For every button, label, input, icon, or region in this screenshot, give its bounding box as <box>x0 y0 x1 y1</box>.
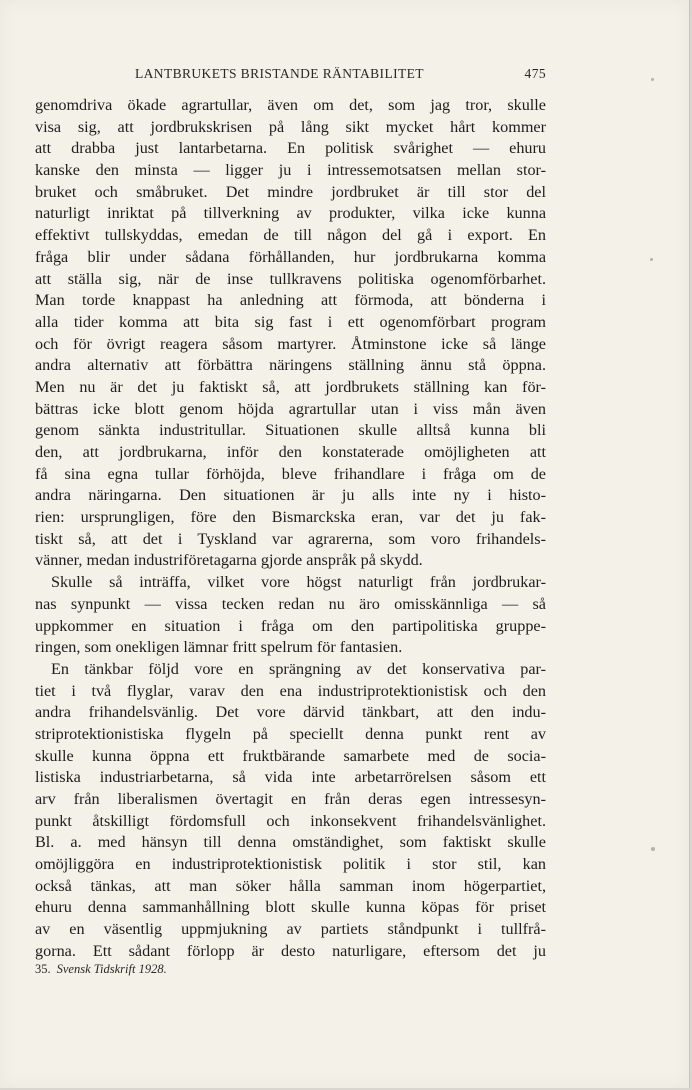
text-line: bättras icke blott genom höjda agrartullar utan i viss mån även <box>35 399 546 418</box>
text-line: genom sänkta industritullar. Situationen skulle alltså kunna bli <box>35 421 546 440</box>
running-head-title: LANTBRUKETS BRISTANDE RÄNTABILITET <box>135 66 424 81</box>
text-line: rien: ursprungligen, före den Bismarckska eran, var det ju fak- <box>35 508 546 527</box>
text-line: nas synpunkt — vissa tecken redan nu äro omisskännliga — så <box>35 594 546 613</box>
paper-speck <box>650 258 653 261</box>
text-line: Bl. a. med hänsyn till denna omständighet, som faktiskt skulle <box>35 833 546 852</box>
text-line: arv från liberalismen övertagit en från deras egen intressesyn- <box>35 790 546 808</box>
text-line: skulle kunna öppna ett fruktbärande samarbete med de socia- <box>35 746 546 765</box>
text-line: ringen, som onekligen lämnar fritt spelrum för fantasien. <box>35 638 403 657</box>
text-line: tiet i två flyglar, varav den ena industriprotektionistisk och den <box>35 681 546 700</box>
text-line: uppkommer en situation i fråga om den partipolitiska gruppe- <box>35 616 546 635</box>
text-line: alla tider komma att bita sig fast i ett ogenomförbart program <box>35 312 546 331</box>
text-line: andra näringarna. Den situationen är ju alls inte ny i histo- <box>35 486 546 505</box>
text-line: Skulle så inträffa, vilket vore högst naturligt från jordbrukar- <box>51 573 546 592</box>
text-line: En tänkbar följd vore en sprängning av det konservativa par- <box>51 659 546 678</box>
text-line: genomdriva ökade agrartullar, även om det, som jag tror, skulle <box>35 96 546 114</box>
text-line: listiska industriarbetarna, så vida inte arbetarrörelsen såsom ett <box>35 768 546 787</box>
text-line: naturligt inriktat på tillverkning av produkter, vilka icke kunna <box>35 204 546 223</box>
text-line: visa sig, att jordbrukskrisen på lång sikt mycket hårt kommer <box>35 117 546 136</box>
text-line: kanske den minsta — ligger ju i intressemotsatsen mellan stor- <box>35 161 546 180</box>
text-line: andra alternativ att förbättra näringens ställning ännu stå öppna. <box>35 356 546 375</box>
page-number: 475 <box>524 66 546 81</box>
text-line: också tänkas, att man söker hålla samman inom högerpartiet, <box>35 876 546 895</box>
signature-journal-title: Svensk Tidskrift 1928. <box>56 962 167 976</box>
text-line: ehuru denna sammanhållning blott skulle kunna köpas för priset <box>35 898 546 917</box>
text-line: bruket och småbruket. Det mindre jordbruket är till stor del <box>35 182 546 201</box>
text-line: gorna. Ett sådant förlopp är desto naturligare, eftersom det ju <box>35 941 546 960</box>
text-line: att drabba just lantarbetarna. En politisk svårighet — ehuru <box>35 139 546 158</box>
text-line: få sina egna tullar förhöjda, bleve frihandlare i fråga om de <box>35 464 546 483</box>
paper-speck <box>651 847 655 851</box>
text-line: den, att jordbrukarna, inför den konstaterade omöjligheten att <box>35 443 546 461</box>
text-line: och för övrigt reagera såsom martyrer. Åtminstone icke så länge <box>35 334 546 353</box>
text-line: vänner, medan industriföretagarna gjorde anspråk på skydd. <box>35 551 423 570</box>
text-line: andra frihandelsvänlig. Det vore därvid tänkbart, att den indu- <box>35 703 546 722</box>
text-line: effektivt tullskyddas, emedan de till någon del gå i export. En <box>35 226 546 245</box>
text-line: tiskt så, att det i Tyskland var agrarerna, som voro frihandels- <box>35 529 546 548</box>
body-text <box>35 95 546 963</box>
signature-line <box>35 962 167 977</box>
text-line: att ställa sig, när de inse tullkravens politiska ogenomförbarhet. <box>35 269 546 288</box>
text-line: Man torde knappast ha anledning att förmoda, att bönderna i <box>35 291 546 310</box>
text-line: omöjliggöra en industriprotektionistisk politik i stor stil, kan <box>35 855 546 874</box>
running-head <box>35 66 546 86</box>
text-line: fråga blir under sådana förhållanden, hur jordbrukarna komma <box>35 247 546 266</box>
text-line: av en väsentlig uppmjukning av partiets ståndpunkt i tullfrå- <box>35 920 546 939</box>
text-line: punkt åtskilligt fördomsfull och inkonsekvent frihandelsvänlighet. <box>35 811 546 830</box>
text-line: striprotektionistiska flygeln på speciellt denna punkt rent av <box>35 724 546 743</box>
text-line: Men nu är det ju faktiskt så, att jordbrukets ställning kan för- <box>35 377 546 396</box>
signature-number: 35. <box>35 962 51 976</box>
paper-speck <box>651 78 654 81</box>
